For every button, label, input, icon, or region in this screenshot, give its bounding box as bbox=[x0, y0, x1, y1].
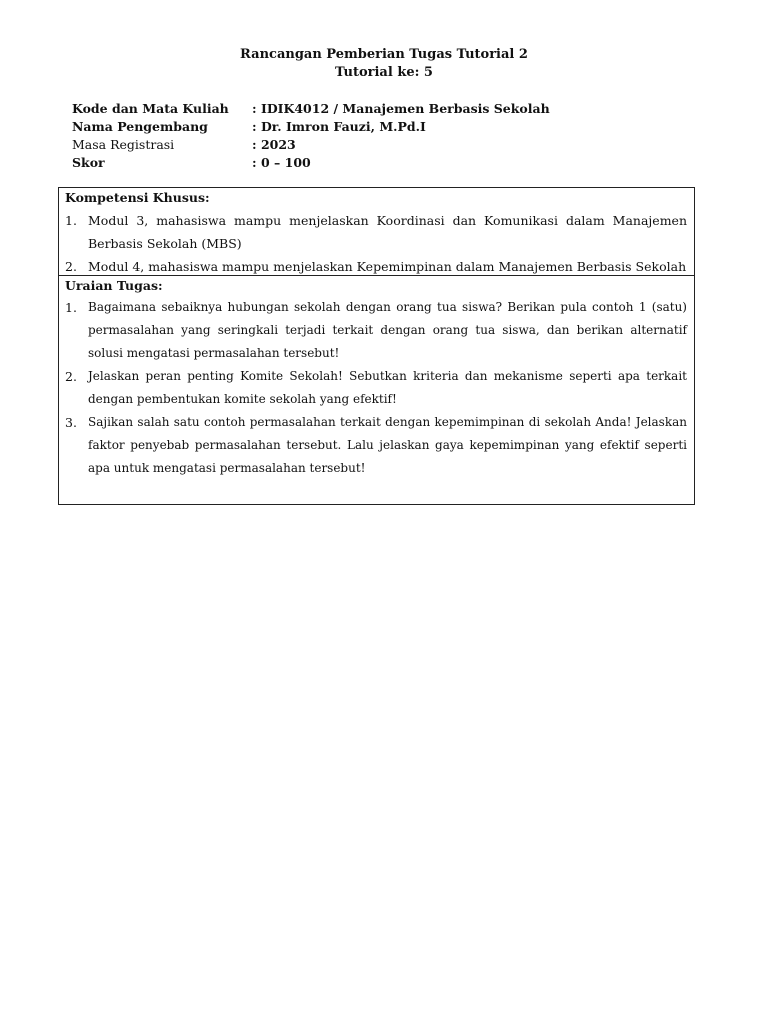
meta-label: Skor bbox=[72, 155, 105, 170]
list-item bbox=[65, 255, 687, 278]
meta-value: : Dr. Imron Fauzi, M.Pd.I bbox=[252, 119, 426, 134]
meta-row-registration bbox=[72, 136, 550, 154]
list-item bbox=[65, 365, 687, 411]
course-info bbox=[72, 100, 550, 172]
meta-label: Kode dan Mata Kuliah bbox=[72, 101, 229, 116]
item-number: 3. bbox=[65, 415, 77, 430]
document-subtitle: Tutorial ke: 5 bbox=[335, 65, 433, 80]
meta-row-score bbox=[72, 154, 550, 172]
list-item bbox=[65, 296, 687, 365]
meta-row-course bbox=[72, 100, 550, 118]
uraian-section bbox=[59, 276, 694, 480]
meta-label: Nama Pengembang bbox=[72, 119, 208, 134]
item-text: Sajikan salah satu contoh permasalahan terkait dengan kepemimpinan di sekolah Anda! Jelaskan faktor penyebab permasalahan tersebut. Lalu jelaskan gaya kepemimpinan yang efektif seperti apa untuk mengatasi permasalahan tersebut! bbox=[88, 415, 687, 475]
item-text: Bagaimana sebaiknya hubungan sekolah dengan orang tua siswa? Berikan pula contoh 1 (satu) permasalahan yang seringkali terjadi terkait dengan orang tua siswa, dan berikan alternatif solusi mengatasi permasalahan tersebut! bbox=[88, 300, 687, 360]
kompetensi-heading: Kompetensi Khusus: bbox=[65, 190, 210, 205]
meta-value: : 2023 bbox=[252, 137, 296, 152]
meta-row-developer bbox=[72, 118, 550, 136]
item-text: Jelaskan peran penting Komite Sekolah! Sebutkan kriteria dan mekanisme seperti apa terkait dengan pembentukan komite sekolah yang efektif! bbox=[88, 369, 687, 406]
kompetensi-list bbox=[65, 209, 687, 278]
item-number: 2. bbox=[65, 369, 77, 384]
assignment-table bbox=[58, 187, 695, 505]
meta-value: : IDIK4012 / Manajemen Berbasis Sekolah bbox=[252, 101, 550, 116]
item-number: 2. bbox=[65, 259, 77, 274]
item-number: 1. bbox=[65, 213, 77, 228]
kompetensi-section bbox=[59, 188, 694, 276]
uraian-heading: Uraian Tugas: bbox=[65, 278, 163, 293]
item-text: Modul 3, mahasiswa mampu menjelaskan Koordinasi dan Komunikasi dalam Manajemen Berbasis Sekolah (MBS) bbox=[88, 213, 687, 251]
item-number: 1. bbox=[65, 300, 77, 315]
list-item bbox=[65, 209, 687, 255]
uraian-list bbox=[65, 296, 687, 480]
list-item bbox=[65, 411, 687, 480]
document-title: Rancangan Pemberian Tugas Tutorial 2 bbox=[240, 47, 528, 62]
item-text: Modul 4, mahasiswa mampu menjelaskan Kepemimpinan dalam Manajemen Berbasis Sekolah bbox=[88, 259, 687, 274]
meta-value: : 0 – 100 bbox=[252, 155, 311, 170]
meta-label: Masa Registrasi bbox=[72, 137, 175, 152]
